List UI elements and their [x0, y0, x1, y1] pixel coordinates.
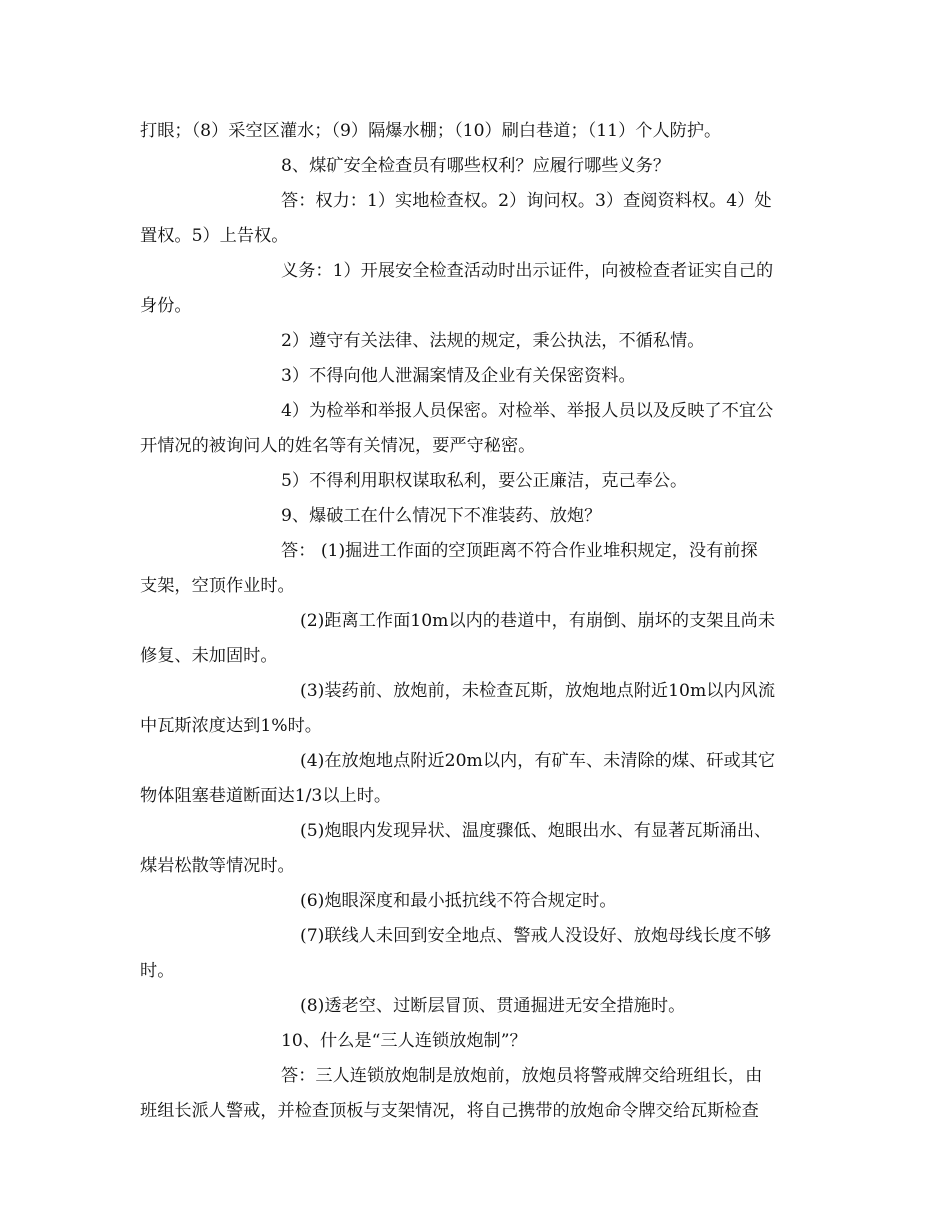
text-line: 支架，空顶作业时。: [140, 576, 295, 596]
text-line: 中瓦斯浓度达到1%时。: [140, 716, 322, 736]
text-line: 修复、未加固时。: [140, 646, 278, 666]
text-line: 打眼；（8）采空区灌水；（9）隔爆水棚；（10）刷白巷道；（11）个人防护。: [140, 121, 722, 141]
answer-line: 答：权力：1）实地检查权。2）询问权。3）查阅资料权。4）处: [281, 191, 772, 211]
text-line: 5）不得利用职权谋取私利，要公正廉洁，克己奉公。: [281, 471, 688, 491]
text-line: 班组长派人警戒，并检查顶板与支架情况，将自己携带的放炮命令牌交给瓦斯检查: [140, 1101, 759, 1121]
answer-line: 答： (1)掘进工作面的空顶距离不符合作业堆积规定，没有前探: [281, 541, 758, 561]
list-item: (7)联线人未回到安全地点、警戒人没设好、放炮母线长度不够: [300, 926, 772, 946]
question-heading: 10、什么是“三人连锁放炮制”？: [281, 1031, 527, 1051]
text-line: 义务：1）开展安全检查活动时出示证件，向被检查者证实自己的: [281, 261, 774, 281]
list-item: (8)透老空、过断层冒顶、贯通掘进无安全措施时。: [300, 996, 686, 1016]
text-line: 煤岩松散等情况时。: [140, 856, 295, 876]
list-item: (3)装药前、放炮前，未检查瓦斯，放炮地点附近10m以内风流: [300, 681, 776, 701]
answer-line: 答：三人连锁放炮制是放炮前，放炮员将警戒牌交给班组长，由: [281, 1066, 763, 1086]
document-body: [140, 114, 812, 1129]
list-item: (5)炮眼内发现异状、温度骤低、炮眼出水、有显著瓦斯涌出、: [300, 821, 772, 841]
question-heading: 8、煤矿安全检查员有哪些权利？应履行哪些义务？: [281, 156, 671, 176]
text-line: 4）为检举和举报人员保密。对检举、举报人员以及反映了不宜公: [281, 401, 774, 421]
text-line: 物体阻塞巷道断面达1/3以上时。: [140, 786, 392, 806]
text-line: 时。: [140, 961, 175, 981]
list-item: (2)距离工作面10m以内的巷道中，有崩倒、崩坏的支架且尚未: [300, 611, 776, 631]
text-line: 开情况的被询问人的姓名等有关情况，要严守秘密。: [140, 436, 536, 456]
list-item: (6)炮眼深度和最小抵抗线不符合规定时。: [300, 891, 617, 911]
text-line: 2）遵守有关法律、法规的规定，秉公执法，不循私情。: [281, 331, 705, 351]
list-item: (4)在放炮地点附近20m以内，有矿车、未清除的煤、矸或其它: [300, 751, 776, 771]
text-line: 身份。: [140, 296, 192, 316]
text-line: 3）不得向他人泄漏案情及企业有关保密资料。: [281, 366, 636, 386]
text-line: 置权。5）上告权。: [140, 226, 289, 246]
question-heading: 9、爆破工在什么情况下不准装药、放炮？: [281, 506, 602, 526]
